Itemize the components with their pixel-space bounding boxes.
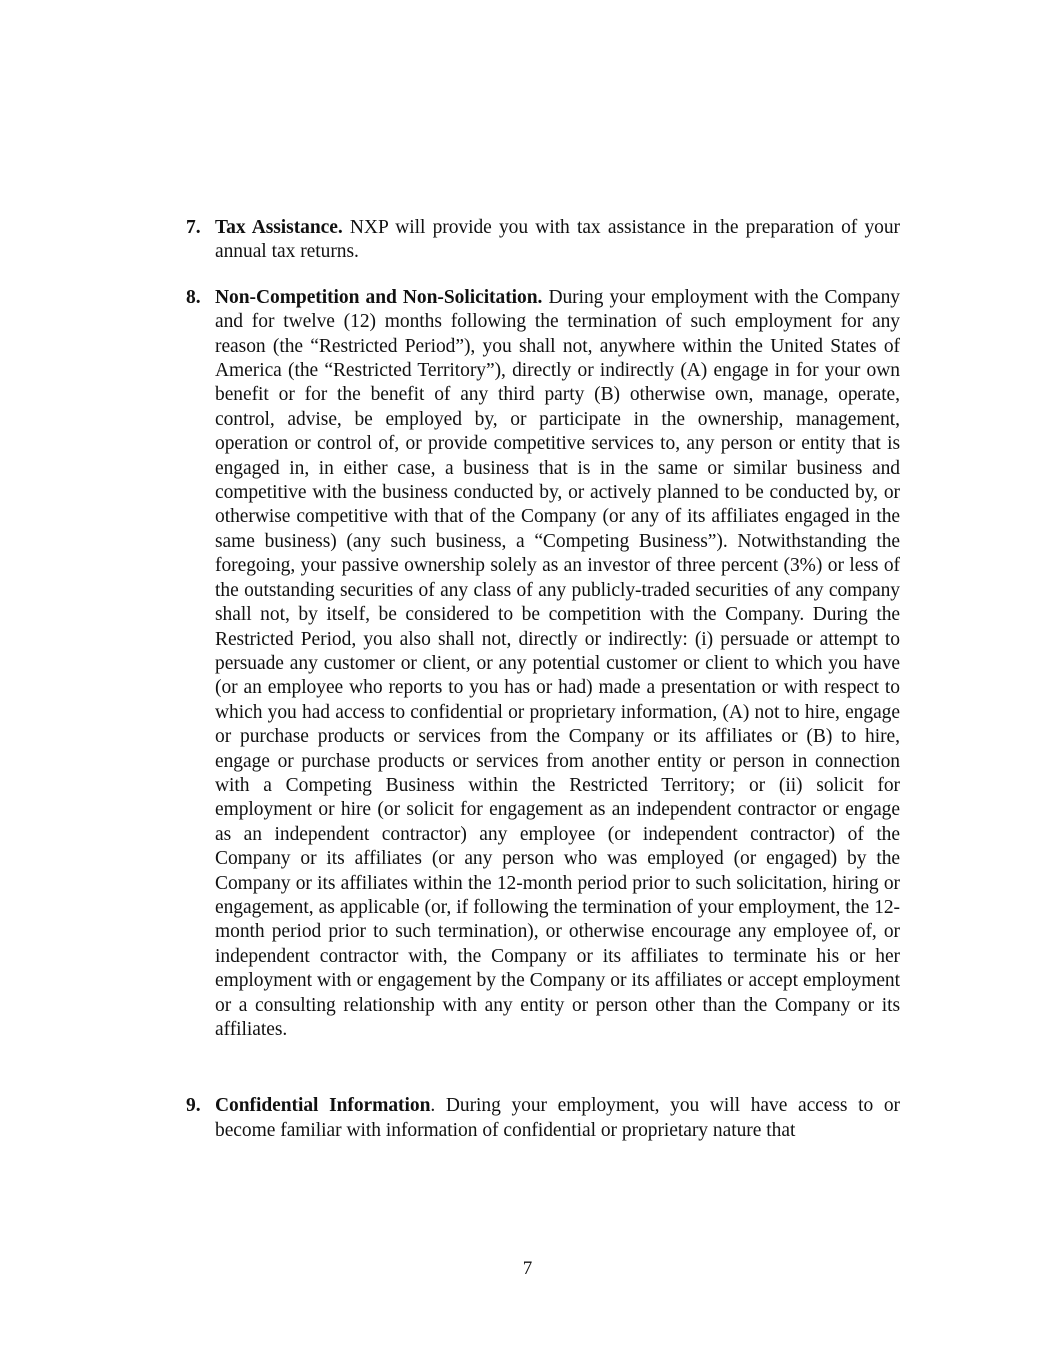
clause-9-text: . During your employment, you will have access to or become familiar with information of confidential or proprietary nature that: [215, 1095, 900, 1141]
page-number: 7: [522, 1258, 533, 1279]
clause-7-title-space: [343, 217, 350, 238]
clause-7-title: Tax Assistance.: [215, 217, 343, 238]
clause-9-number: 9.: [186, 1095, 201, 1117]
clause-9-title: Confidential Information: [215, 1095, 431, 1117]
clause-8: [186, 286, 900, 1043]
clause-8-number: 8.: [186, 286, 201, 308]
clause-7-body: [215, 216, 900, 265]
clause-8-title: Non-Competition and Non-Solicitation.: [215, 286, 543, 308]
clause-8-body: [215, 286, 900, 1043]
clause-7-text: NXP will provide you with tax assistance in the preparation of your annual tax returns.: [215, 217, 900, 263]
clause-9-body: [215, 1094, 900, 1143]
clause-7: [186, 216, 900, 265]
document-body: [186, 216, 900, 1143]
clause-7-number: 7.: [186, 217, 201, 238]
clause-9: [186, 1094, 900, 1143]
clause-8-text: During your employment with the Company and for twelve (12) months following the termination of such employment for any reason (the “Restricted Period”), you shall not, anywhere within the United States of America (the “Restricted Territory”), directly or indirectly (A) engage in for your own benefit or for the benefit of any third party (B) otherwise own, manage, operate, control, advise, be employed by, or participate in the ownership, management, operation or control of, or provide competitive services to, any person or entity that is engaged in, in either case, a business that is in the same or similar business and competitive with the business conducted by, or actively planned to be conducted by, or otherwise competitive with that of the Company (or any of its affiliates engaged in the same business) (any such business, a “Competing Business”). Notwithstanding the foregoing, your passive ownership solely as an investor of three percent (3%) or less of the outstanding securities of any class of any publicly-traded securities of any company shall not, by itself, be considered to be competition with the Company. During the Restricted Period, you also shall not, directly or indirectly: (i) persuade or attempt to persuade any customer or client, or any potential customer or client to which you have (or an employee who reports to you has or had) made a presentation or with respect to which you had access to confidential or proprietary information, (A) not to hire, engage or purchase products or services from the Company or its affiliates or (B) to hire, engage or purchase products or services from another entity or person in connection with a Competing Business within the Restricted Territory; or (ii) solicit for employment or hire (or solicit for engagement as an independent contractor or engage as an independent contractor) any employee (or independent contractor) of the Company or its affiliates (or any person who was employed (or engaged) by the Company or its affiliates within the 12-month period prior to such solicitation, hiring or engagement, as applicable (or, if following the termination of your employment, the 12-month period prior to such termination), or otherwise encourage any employee of, or independent contractor with, the Company or its affiliates to terminate his or her employment with or engagement by the Company or its affiliates or accept employment or a consulting relationship with any entity or person other than the Company or its affiliates.: [215, 286, 900, 1040]
